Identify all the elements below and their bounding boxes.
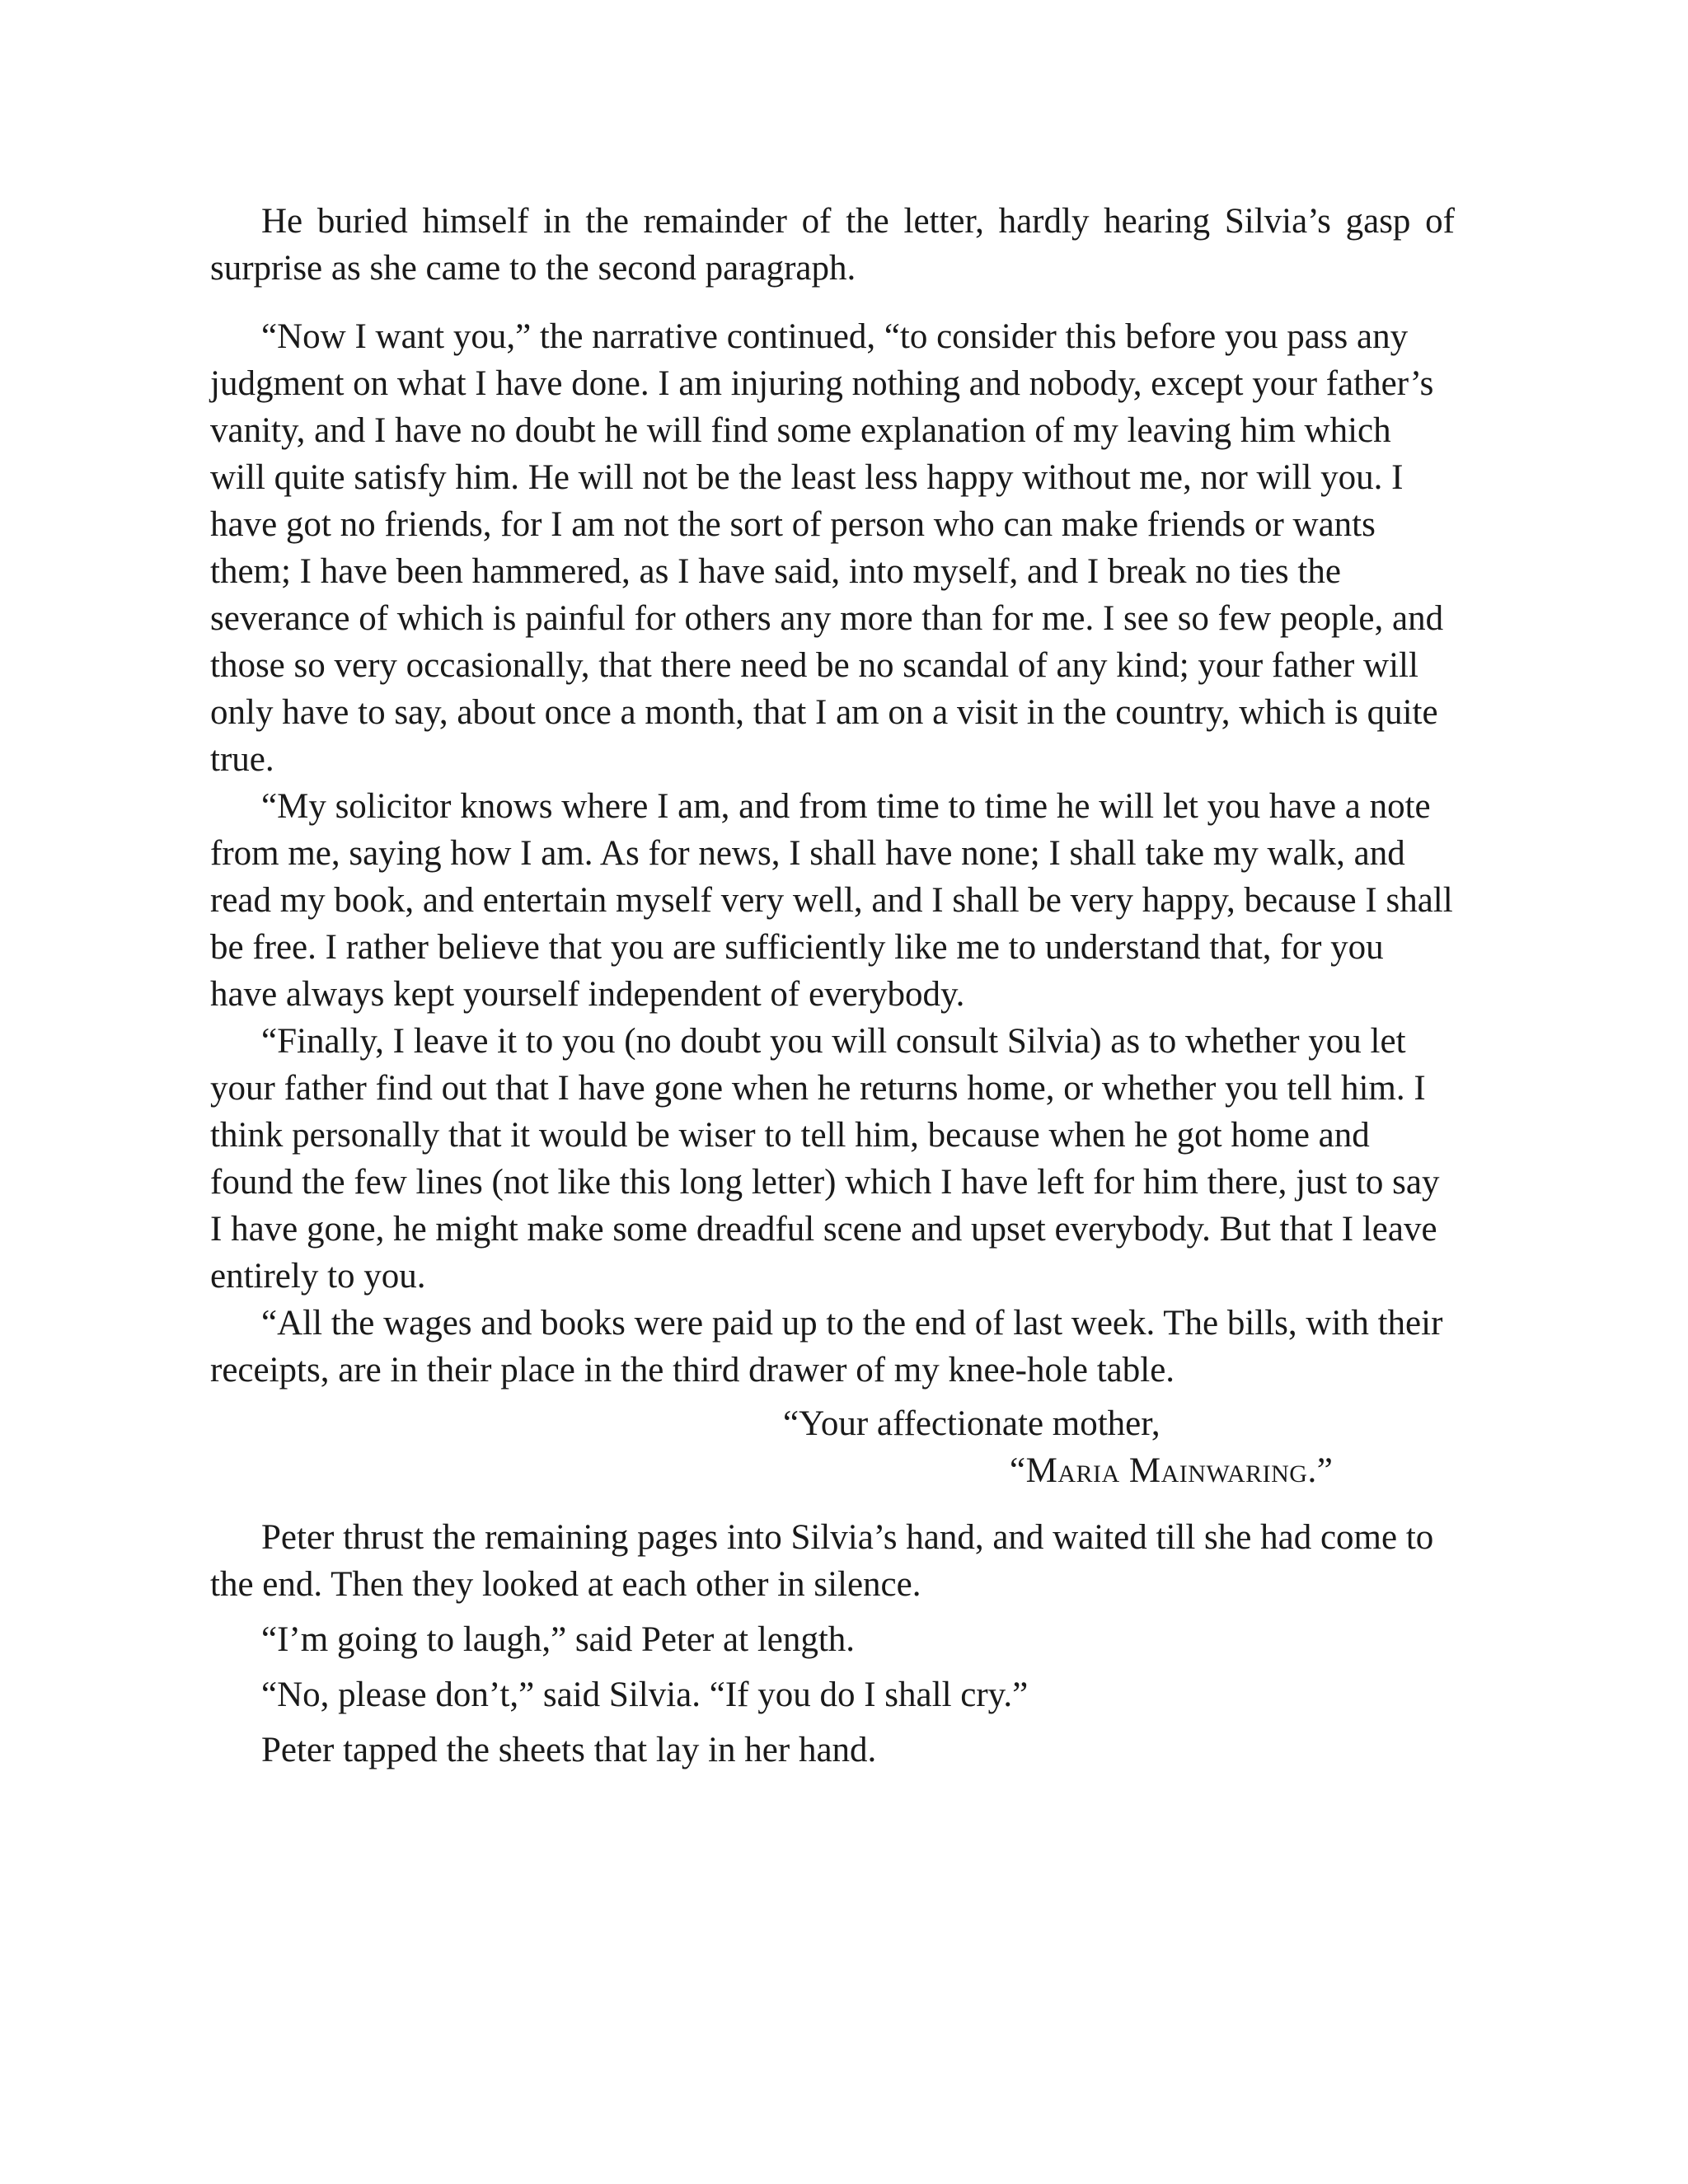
paragraph-letter-now-i-want-you: “Now I want you,” the narrative continued, “to consider this before you pass any judgment on what I have done. I am injuring nothing and nobody, except your father’s vanity, and I have no doubt he will find some explanation of my leaving him which will quite satisfy him. He will not be the least less happy without me, nor will you. I have got no friends, for I am not the sort of person who can make friends or wants them; I have been hammered, as I have said, into myself, and I break no ties the severance of which is painful for others any more than for me. I see so few people, and those so very occasionally, that there need be no scandal of any kind; your father will only have to say, about once a month, that I am on a visit in the country, which is quite true. <box>210 317 1444 779</box>
paragraph-letter-wages: “All the wages and books were paid up to the end of last week. The bills, with their receipts, are in their place in the third drawer of my knee-hole table. <box>210 1304 1443 1390</box>
paragraph-peter-thrust: Peter thrust the remaining pages into Silvia’s hand, and waited till she had come to the end. Then they looked at each other in silence. <box>210 1518 1434 1604</box>
dialog-please-dont: “No, please don’t,” said Silvia. “If you do I shall cry.” <box>261 1675 1029 1714</box>
paragraph-letter-solicitor: “My solicitor knows where I am, and from time to time he will let you have a note from me, saying how I am. As for news, I shall have none; I shall take my walk, and read my book, and entertain myself very well, and I shall be very happy, because I shall be free. I rather believe that you are sufficiently like me to understand that, for you have always kept yourself independent of everybody. <box>210 787 1453 1014</box>
letter-signature: “Maria Mainwaring.” <box>1010 1451 1334 1490</box>
paragraph-peter-tapped: Peter tapped the sheets that lay in her hand. <box>261 1731 877 1769</box>
paragraph-buried-himself: He buried himself in the remainder of the letter, hardly hearing Silvia’s gasp of surprise as she came to the second paragraph. <box>210 202 1455 288</box>
letter-signoff: “Your affectionate mother, <box>783 1404 1160 1443</box>
dialog-going-to-laugh: “I’m going to laugh,” said Peter at length. <box>261 1620 856 1659</box>
paragraph-letter-finally: “Finally, I leave it to you (no doubt you will consult Silvia) as to whether you let your father find out that I have gone when he returns home, or whether you tell him. I think personally that it would be wiser to tell him, because when he got home and found the few lines (not like this long letter) which I have left for him there, just to say I have gone, he might make some dreadful scene and upset everybody. But that I leave entirely to you. <box>210 1022 1440 1296</box>
body-text <box>210 198 1455 1774</box>
